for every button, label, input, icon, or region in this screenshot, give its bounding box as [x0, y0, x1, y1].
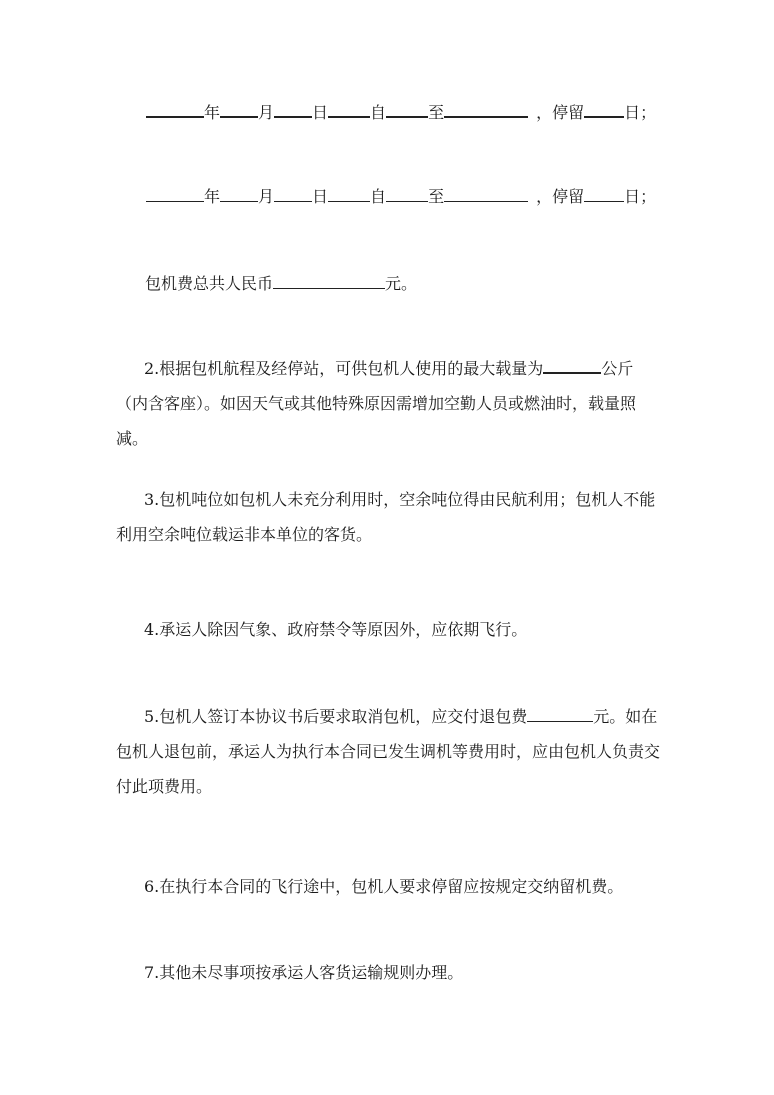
clause-text-after: 公斤（内含客座）。如因天气或其他特殊原因需增加空勤人员或燃油时，载量照减。: [116, 359, 637, 448]
day-label: 日: [312, 103, 329, 122]
clause-text-before: 根据包机航程及经停站，可供包机人使用的最大载量为: [159, 359, 544, 378]
total-fee-prefix: 包机费总共人民币: [145, 274, 274, 293]
clause-2: [116, 351, 664, 456]
from-blank[interactable]: [328, 102, 370, 118]
total-fee-line: [145, 274, 417, 294]
schedule-row-1: [146, 102, 656, 123]
month-label: 月: [258, 103, 275, 122]
stop-days-blank[interactable]: [584, 102, 624, 118]
clause-6: [116, 869, 664, 904]
to-blank[interactable]: [386, 102, 428, 118]
clause-number: 7.: [144, 963, 160, 982]
clause-text: 其他未尽事项按承运人客货运输规则办理。: [159, 963, 464, 982]
clause-7: [116, 955, 664, 990]
cancel-fee-blank[interactable]: [527, 707, 593, 722]
clause-number: 6.: [144, 877, 160, 896]
clause-text-before: 包机人签订本协议书后要求取消包机，应交付退包费: [159, 707, 528, 726]
to-blank[interactable]: [386, 187, 428, 202]
clause-text: 包机吨位如包机人未充分利用时，空余吨位得由民航利用；包机人不能利用空余吨位载运非本单位的客货。: [116, 490, 656, 544]
clause-text: 承运人除因气象、政府禁令等原因外，应依期飞行。: [159, 620, 528, 639]
total-fee-suffix: 元。: [385, 274, 418, 293]
clause-number: 2.: [144, 359, 160, 378]
clause-5: [116, 699, 664, 804]
schedule-row-2: [146, 187, 656, 207]
from-label: 自: [370, 187, 387, 206]
month-blank[interactable]: [220, 187, 258, 202]
to-label: 至: [428, 103, 445, 122]
day-blank[interactable]: [274, 102, 312, 118]
max-load-blank[interactable]: [543, 358, 601, 374]
stop-label: ，停留: [536, 103, 585, 122]
clause-4: [116, 612, 664, 647]
to-label: 至: [428, 187, 445, 206]
day-label: 日: [312, 187, 329, 206]
month-blank[interactable]: [220, 102, 258, 118]
total-fee-blank[interactable]: [273, 274, 385, 289]
destination-blank[interactable]: [444, 102, 528, 118]
days-end-label: 日；: [624, 187, 657, 206]
year-label: 年: [204, 187, 221, 206]
clause-number: 4.: [144, 620, 160, 639]
year-blank[interactable]: [146, 102, 204, 118]
clause-number: 3.: [144, 490, 160, 509]
stop-days-blank[interactable]: [584, 187, 624, 202]
clause-text-after: 元。如在包机人退包前，承运人为执行本合同已发生调机等费用时，应由包机人负责交付此项费用。: [116, 707, 661, 796]
year-label: 年: [204, 103, 221, 122]
year-blank[interactable]: [146, 187, 204, 202]
month-label: 月: [258, 187, 275, 206]
from-blank[interactable]: [328, 187, 370, 202]
from-label: 自: [370, 103, 387, 122]
clause-number: 5.: [144, 707, 160, 726]
destination-blank[interactable]: [444, 187, 528, 202]
clause-3: [116, 482, 664, 552]
stop-label: ，停留: [536, 187, 585, 206]
days-end-label: 日；: [624, 103, 657, 122]
day-blank[interactable]: [274, 187, 312, 202]
clause-text: 在执行本合同的飞行途中，包机人要求停留应按规定交纳留机费。: [159, 877, 624, 896]
